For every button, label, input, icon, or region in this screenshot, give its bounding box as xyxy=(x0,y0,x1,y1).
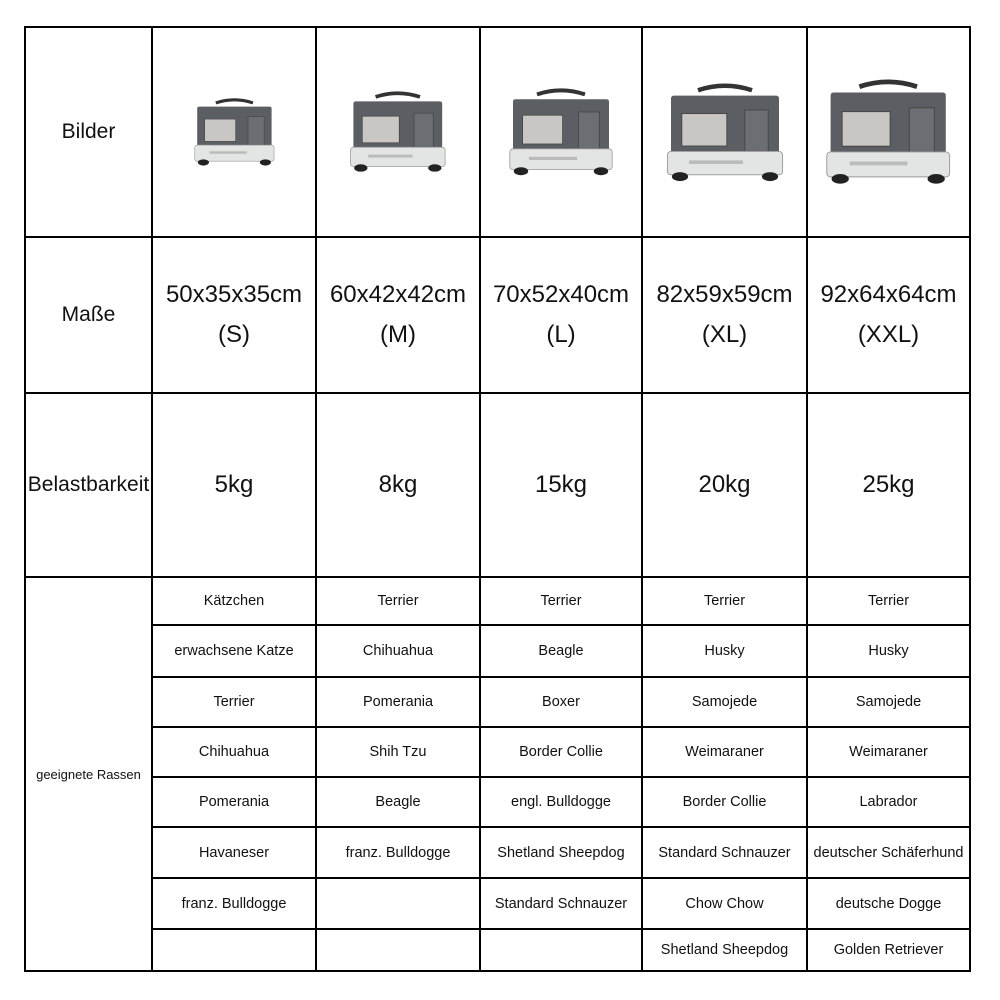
breed-cell-m: Shih Tzu xyxy=(317,728,481,778)
breed-cell-l: Boxer xyxy=(481,678,643,728)
breed-cell-m: Terrier xyxy=(317,578,481,626)
crate-image-s xyxy=(153,28,317,238)
breed-cell-m: Pomerania xyxy=(317,678,481,728)
dims-value: 92x64x64cm xyxy=(820,281,957,308)
breed-cell-xl: Terrier xyxy=(643,578,808,626)
breed-cell-xl: Husky xyxy=(643,626,808,678)
breed-cell-l: Border Collie xyxy=(481,728,643,778)
breed-cell-xl: Shetland Sheepdog xyxy=(643,930,808,972)
breed-cell-m xyxy=(317,879,481,930)
load-cell-l: 15kg xyxy=(481,394,643,578)
dims-value: 82x59x59cm xyxy=(656,281,793,308)
pet-carrier-icon xyxy=(346,91,450,172)
breed-cell-l: engl. Bulldogge xyxy=(481,778,643,828)
breed-cell-xxl: Samojede xyxy=(808,678,971,728)
breed-cell-xxl: deutscher Schäferhund xyxy=(808,828,971,879)
breed-cell-s: Havaneser xyxy=(153,828,317,879)
crate-image-m xyxy=(317,28,481,238)
row-label-dimensions: Maße xyxy=(26,238,153,394)
breed-cell-m: franz. Bulldogge xyxy=(317,828,481,879)
size-code: (XL) xyxy=(701,321,748,348)
row-label-capacity: Belastbarkeit xyxy=(26,394,153,578)
pet-carrier-icon xyxy=(505,88,617,176)
size-table xyxy=(24,26,971,972)
pet-carrier-icon xyxy=(821,79,955,185)
pet-carrier-icon xyxy=(662,83,788,182)
dims-cell-m xyxy=(317,238,481,394)
pet-carrier-icon xyxy=(191,98,278,166)
breed-cell-xxl: Labrador xyxy=(808,778,971,828)
breed-cell-l: Terrier xyxy=(481,578,643,626)
breed-cell-s xyxy=(153,930,317,972)
breed-cell-m xyxy=(317,930,481,972)
breed-cell-xxl: Weimaraner xyxy=(808,728,971,778)
breed-cell-s: erwachsene Katze xyxy=(153,626,317,678)
load-cell-xxl: 25kg xyxy=(808,394,971,578)
breed-cell-m: Beagle xyxy=(317,778,481,828)
breed-cell-xxl: Golden Retriever xyxy=(808,930,971,972)
breed-cell-l: Standard Schnauzer xyxy=(481,879,643,930)
breed-cell-xl: Samojede xyxy=(643,678,808,728)
crate-image-xl xyxy=(643,28,808,238)
breed-cell-s: Terrier xyxy=(153,678,317,728)
breed-cell-xxl: deutsche Dogge xyxy=(808,879,971,930)
dims-value: 60x42x42cm xyxy=(329,281,467,308)
load-cell-xl: 20kg xyxy=(643,394,808,578)
dims-value: 70x52x40cm xyxy=(492,281,630,308)
dims-cell-l xyxy=(481,238,643,394)
load-cell-m: 8kg xyxy=(317,394,481,578)
breed-cell-xl: Chow Chow xyxy=(643,879,808,930)
row-label-images: Bilder xyxy=(26,28,153,238)
dims-cell-xl xyxy=(643,238,808,394)
load-cell-s: 5kg xyxy=(153,394,317,578)
size-code: (S) xyxy=(218,321,250,348)
breed-cell-l: Beagle xyxy=(481,626,643,678)
dims-cell-xxl xyxy=(808,238,971,394)
crate-image-xxl xyxy=(808,28,971,238)
breed-cell-l: Shetland Sheepdog xyxy=(481,828,643,879)
breed-cell-xl: Border Collie xyxy=(643,778,808,828)
size-code: (XXL) xyxy=(857,321,920,348)
crate-image-l xyxy=(481,28,643,238)
breed-cell-s: franz. Bulldogge xyxy=(153,879,317,930)
breed-cell-l xyxy=(481,930,643,972)
breed-cell-s: Chihuahua xyxy=(153,728,317,778)
dims-value: 50x35x35cm xyxy=(165,281,303,308)
dims-cell-s xyxy=(153,238,317,394)
breed-cell-m: Chihuahua xyxy=(317,626,481,678)
breed-cell-xxl: Husky xyxy=(808,626,971,678)
size-code: (M) xyxy=(380,321,416,348)
size-code: (L) xyxy=(546,321,576,348)
breed-cell-xxl: Terrier xyxy=(808,578,971,626)
breed-cell-s: Kätzchen xyxy=(153,578,317,626)
breed-cell-xl: Standard Schnauzer xyxy=(643,828,808,879)
breed-cell-s: Pomerania xyxy=(153,778,317,828)
row-label-breeds: geeignete Rassen xyxy=(26,578,153,972)
breed-cell-xl: Weimaraner xyxy=(643,728,808,778)
